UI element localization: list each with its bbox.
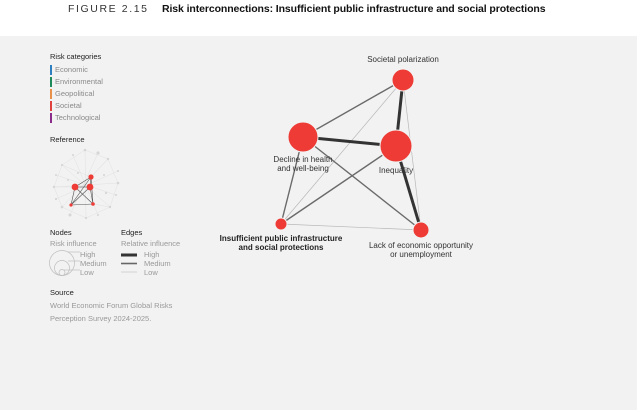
edge-legend-high: High bbox=[144, 250, 160, 259]
figure-number: FIGURE 2.15 bbox=[68, 3, 149, 15]
node-societal_polarization bbox=[392, 69, 414, 91]
node-label-inequality: Inequality bbox=[378, 166, 414, 175]
edges-legend-subtitle: Relative influence bbox=[121, 239, 181, 248]
edge-societal_polarization-decline_health bbox=[303, 80, 403, 137]
node-lack_econ_opp bbox=[413, 222, 429, 238]
category-geopolitical: Geopolitical bbox=[50, 88, 200, 100]
edge-insufficient_infra-lack_econ_opp bbox=[281, 224, 421, 230]
node-label-lack-of-economic-opportunity: Lack of economic opportunity or unemployment bbox=[368, 241, 474, 259]
reference-title: Reference bbox=[50, 135, 85, 144]
category-technological: Technological bbox=[50, 112, 200, 124]
risk-categories-title: Risk categories bbox=[50, 52, 102, 61]
source-title: Source bbox=[50, 288, 74, 297]
node-legend-low: Low bbox=[80, 268, 94, 277]
node-label-decline-in-health: Decline in health and well-being bbox=[273, 155, 333, 173]
node-legend-medium: Medium bbox=[80, 259, 107, 268]
source-text: World Economic Forum Global Risks Perception Survey 2024-2025. bbox=[50, 301, 173, 323]
edge-legend-low: Low bbox=[144, 268, 158, 277]
category-environmental: Environmental bbox=[50, 76, 200, 88]
edge-legend-medium: Medium bbox=[144, 259, 171, 268]
edges-legend-title: Edges bbox=[121, 228, 143, 237]
node-insufficient_infra bbox=[275, 218, 287, 230]
nodes-legend-subtitle: Risk influence bbox=[50, 239, 97, 248]
node-decline_health bbox=[288, 122, 318, 152]
nodes-legend-title: Nodes bbox=[50, 228, 72, 237]
node-inequality bbox=[380, 130, 412, 162]
category-economic: Economic bbox=[50, 64, 200, 76]
figure-title: Risk interconnections: Insufficient public infrastructure and social protections bbox=[162, 3, 546, 15]
category-societal: Societal bbox=[50, 100, 200, 112]
node-label-insufficient-infrastructure: Insufficient public infrastructure and social protections bbox=[219, 234, 343, 252]
node-label-societal-polarization: Societal polarization bbox=[367, 55, 439, 64]
node-legend-high: High bbox=[80, 250, 96, 259]
